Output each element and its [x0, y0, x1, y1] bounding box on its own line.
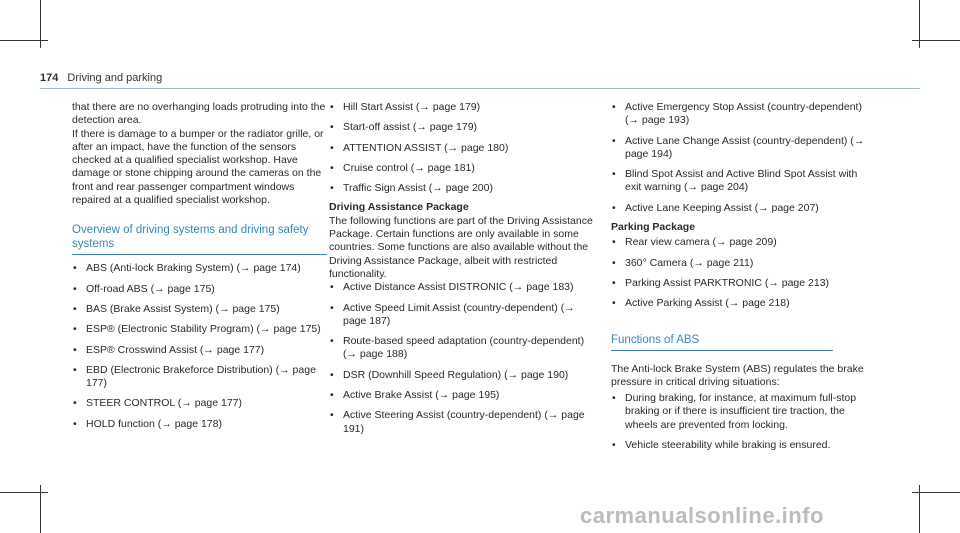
list-item: • HOLD function (→ page 178)	[72, 418, 327, 431]
list-item: • ESP® Crosswind Assist (→ page 177)	[72, 344, 327, 357]
crop-mark	[919, 485, 920, 533]
driving-systems-list-cont	[329, 101, 599, 195]
list-item: • During braking, for instance, at maximum full-stop braking or if there is insufficient tire traction, the wheels are prevented from locking.	[611, 392, 871, 432]
list-item: • 360° Camera (→ page 211)	[611, 257, 871, 270]
list-item: • Active Lane Keeping Assist (→ page 207)	[611, 202, 871, 215]
crop-mark	[40, 0, 41, 48]
crop-mark	[919, 0, 920, 48]
subheading-driving-assistance: Driving Assistance Package	[329, 201, 469, 214]
driving-assistance-paragraph: The following functions are part of the Driving Assistance Package. Certain functions are only available in some countries. Some functions are also available without the Driving Assistance Package, albeit with restricted functionality.	[329, 214, 593, 280]
header-divider	[40, 88, 920, 89]
list-item: • ATTENTION ASSIST (→ page 180)	[329, 142, 599, 155]
list-item: • Route-based speed adaptation (country-dependent) (→ page 188)	[329, 335, 599, 362]
page-header	[40, 72, 162, 84]
list-item: • DSR (Downhill Speed Regulation) (→ page 190)	[329, 369, 599, 382]
list-item: • Traffic Sign Assist (→ page 200)	[329, 182, 599, 195]
intro-paragraph: If there is damage to a bumper or the radiator grille, or after an impact, have the function of the sensors checked at a qualified specialist workshop. Have damage or stone chipping around the cameras on the front and rear passenger compartment windows repaired at a qualified specialist workshop.	[72, 127, 324, 207]
subheading-parking-package: Parking Package	[611, 221, 696, 234]
intro-paragraph: that there are no overhanging loads protruding into the detection area.	[72, 101, 326, 127]
page-header-title: Driving and parking	[67, 72, 163, 84]
abs-list	[611, 392, 871, 452]
column-right	[611, 101, 871, 452]
list-item: • BAS (Brake Assist System) (→ page 175)	[72, 303, 327, 316]
list-item: • ESP® (Electronic Stability Program) (→ page 175)	[72, 323, 327, 336]
list-item: • ABS (Anti-lock Braking System) (→ page 174)	[72, 262, 327, 275]
list-item: • Active Emergency Stop Assist (country-dependent) (→ page 193)	[611, 101, 871, 128]
column-middle	[329, 101, 599, 436]
section-heading-overview: Overview of driving systems and driving safety systems	[72, 223, 327, 255]
section-heading-abs: Functions of ABS	[611, 333, 833, 351]
list-item: • Start-off assist (→ page 179)	[329, 121, 599, 134]
list-item: • Parking Assist PARKTRONIC (→ page 213)	[611, 277, 871, 290]
driving-systems-list	[72, 262, 327, 431]
list-item: • EBD (Electronic Brakeforce Distribution) (→ page 177)	[72, 364, 327, 391]
list-item: • Active Lane Change Assist (country-dependent) (→ page 194)	[611, 135, 871, 162]
list-item: • Hill Start Assist (→ page 179)	[329, 101, 599, 114]
list-item: • Active Steering Assist (country-dependent) (→ page 191)	[329, 409, 599, 436]
list-item: • Blind Spot Assist and Active Blind Spot Assist with exit warning (→ page 204)	[611, 168, 871, 195]
list-item: • Active Brake Assist (→ page 195)	[329, 389, 599, 402]
abs-paragraph: The Anti-lock Brake System (ABS) regulates the brake pressure in critical driving situations:	[611, 362, 864, 388]
crop-mark	[40, 485, 41, 533]
watermark-text: carmanualsonline.info	[580, 503, 824, 528]
list-item: • Active Speed Limit Assist (country-dependent) (→ page 187)	[329, 302, 599, 329]
list-item: • STEER CONTROL (→ page 177)	[72, 397, 327, 410]
list-item: • Off-road ABS (→ page 175)	[72, 283, 327, 296]
driving-assistance-list-cont	[611, 101, 871, 215]
list-item: • Active Distance Assist DISTRONIC (→ page 183)	[329, 281, 599, 294]
list-item: • Cruise control (→ page 181)	[329, 162, 599, 175]
list-item: • Active Parking Assist (→ page 218)	[611, 297, 871, 310]
list-item: • Vehicle steerability while braking is ensured.	[611, 439, 871, 452]
list-item: • Rear view camera (→ page 209)	[611, 236, 871, 249]
driving-assistance-list	[329, 281, 599, 436]
column-left	[72, 101, 327, 431]
page-number: 174	[40, 72, 59, 84]
parking-package-list	[611, 236, 871, 310]
